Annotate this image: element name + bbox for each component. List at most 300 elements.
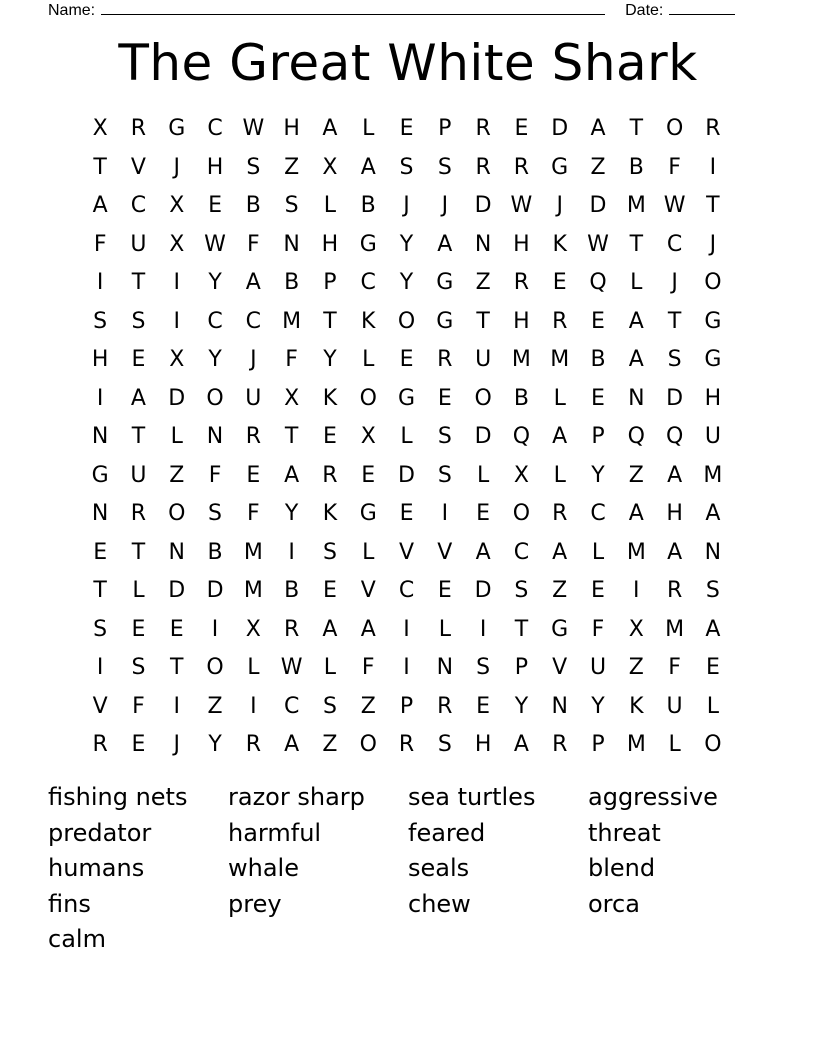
grid-letter: E	[591, 308, 605, 334]
word-list-item: feared	[408, 818, 486, 847]
grid-letter: K	[552, 231, 567, 257]
grid-letter: B	[284, 578, 300, 603]
grid-letter: G	[168, 116, 186, 141]
name-label: Name:	[48, 2, 96, 19]
word-list-item: prey	[228, 889, 282, 918]
grid-letter: Z	[552, 578, 568, 603]
grid-letter: N	[628, 385, 645, 411]
grid-letter: X	[169, 193, 185, 218]
grid-letter: R	[552, 501, 568, 526]
grid-letter: Y	[208, 732, 222, 757]
grid-letter: H	[206, 154, 224, 180]
grid-letter: X	[284, 385, 300, 411]
grid-letter: L	[476, 462, 490, 488]
grid-letter: R	[130, 116, 147, 141]
grid-letter: L	[438, 616, 451, 642]
grid-letter: O	[206, 655, 224, 680]
grid-letter: S	[437, 424, 452, 449]
grid-letter: M	[626, 539, 646, 565]
grid-letter: Z	[590, 154, 606, 180]
grid-letter: B	[207, 539, 223, 565]
grid-letter: I	[288, 539, 295, 565]
grid-letter: L	[323, 655, 337, 680]
grid-letter: A	[130, 385, 146, 411]
grid-letter: A	[628, 347, 644, 372]
grid-letter: A	[284, 462, 300, 488]
grid-letter: K	[322, 385, 338, 411]
grid-letter: W	[663, 193, 686, 218]
grid-letter: M	[550, 347, 570, 372]
grid-letter: N	[91, 501, 109, 526]
grid-letter: R	[322, 462, 338, 488]
grid-letter: U	[704, 424, 721, 449]
grid-row	[81, 649, 732, 688]
grid-letter: R	[92, 732, 108, 757]
grid-letter: B	[513, 385, 529, 411]
grid-letter: S	[705, 578, 720, 603]
word-list-item: seals	[408, 854, 470, 882]
grid-letter: H	[666, 501, 683, 526]
grid-letter: M	[626, 732, 646, 757]
grid-letter: R	[130, 501, 147, 526]
grid-letter: C	[513, 539, 530, 565]
grid-letter: W	[510, 193, 533, 218]
grid-letter: M	[511, 347, 531, 372]
grid-letter: T	[93, 154, 107, 180]
grid-letter: R	[666, 578, 683, 603]
word-list-item: chew	[408, 889, 471, 918]
grid-letter: I	[441, 501, 449, 526]
grid-row	[81, 380, 732, 419]
grid-letter: R	[552, 732, 568, 757]
grid-letter: F	[361, 655, 375, 680]
grid-letter: F	[285, 347, 298, 372]
grid-letter: W	[242, 116, 265, 141]
grid-letter: X	[169, 231, 185, 257]
grid-letter: S	[322, 539, 337, 565]
grid-letter: N	[168, 539, 185, 565]
word-list-item: fishing nets	[48, 783, 188, 811]
grid-letter: T	[170, 655, 184, 680]
grid-letter: C	[207, 308, 223, 334]
grid-letter: C	[360, 270, 376, 295]
word-list-item: threat	[588, 818, 661, 847]
grid-letter: L	[668, 732, 681, 757]
grid-letter: X	[322, 154, 338, 180]
grid-letter: T	[131, 424, 146, 449]
grid-letter: Y	[591, 462, 605, 488]
grid-letter: O	[704, 270, 722, 295]
grid-letter: I	[633, 578, 640, 603]
grid-letter: Y	[323, 347, 337, 372]
grid-letter: X	[360, 424, 376, 449]
grid-letter: H	[474, 732, 492, 757]
grid-letter: J	[173, 154, 180, 180]
grid-letter: J	[250, 347, 257, 372]
grid-letter: I	[403, 616, 410, 642]
grid-letter: T	[514, 616, 529, 642]
grid-letter: N	[206, 424, 224, 449]
grid-letter: U	[589, 655, 607, 680]
grid-letter: E	[322, 578, 337, 603]
grid-letter: T	[706, 193, 720, 218]
grid-letter: O	[206, 385, 224, 411]
grid-letter: E	[514, 116, 529, 141]
grid-letter: R	[398, 732, 415, 757]
grid-letter: A	[513, 732, 529, 757]
grid-letter: A	[322, 616, 338, 642]
grid-letter: V	[552, 655, 568, 680]
grid-letter: E	[131, 616, 146, 642]
word-list-item: blend	[588, 854, 656, 882]
grid-letter: Z	[628, 462, 644, 488]
grid-letter: T	[284, 424, 299, 449]
grid-letter: T	[476, 308, 490, 334]
grid-letter: A	[284, 732, 300, 757]
grid-letter: Y	[208, 270, 222, 295]
grid-letter: D	[474, 193, 492, 218]
grid-row	[81, 418, 732, 457]
grid-letter: C	[590, 501, 606, 526]
grid-letter: D	[474, 578, 492, 603]
grid-letter: J	[709, 231, 717, 257]
grid-letter: A	[705, 501, 721, 526]
grid-letter: I	[211, 616, 219, 642]
grid-letter: X	[245, 616, 261, 642]
grid-letter: H	[513, 231, 530, 257]
grid-letter: O	[168, 501, 186, 526]
grid-letter: F	[93, 231, 107, 257]
grid-letter: I	[173, 308, 180, 334]
grid-row	[81, 187, 732, 226]
grid-letter: S	[514, 578, 529, 603]
grid-letter: N	[551, 693, 568, 719]
grid-letter: S	[437, 732, 452, 757]
grid-letter: C	[245, 308, 262, 334]
grid-letter: S	[437, 462, 452, 488]
grid-letter: R	[552, 308, 568, 334]
grid-letter: I	[403, 655, 410, 680]
grid-row	[81, 226, 732, 265]
grid-letter: B	[284, 270, 300, 295]
grid-letter: B	[360, 193, 376, 218]
grid-letter: E	[591, 578, 605, 603]
grid-letter: R	[437, 693, 453, 719]
grid-letter: X	[513, 462, 529, 488]
grid-letter: V	[92, 693, 108, 719]
grid-letter: G	[704, 308, 722, 334]
grid-letter: T	[131, 539, 146, 565]
grid-letter: O	[665, 116, 684, 141]
grid-letter: N	[283, 231, 300, 257]
grid-letter: G	[359, 231, 377, 257]
grid-row	[81, 110, 732, 149]
grid-letter: W	[280, 655, 303, 680]
grid-letter: I	[96, 270, 104, 295]
grid-letter: L	[591, 539, 605, 565]
word-list-item: calm	[48, 925, 106, 953]
name-blank-line	[101, 0, 605, 15]
grid-letter: T	[323, 308, 337, 334]
grid-letter: W	[204, 231, 226, 257]
grid-letter: G	[436, 308, 454, 334]
grid-letter: C	[283, 693, 300, 719]
grid-letter: S	[93, 616, 108, 642]
grid-letter: N	[474, 231, 492, 257]
grid-letter: O	[704, 732, 722, 757]
date-label: Date:	[625, 2, 664, 19]
grid-letter: E	[131, 732, 146, 757]
grid-letter: U	[130, 231, 147, 257]
grid-row	[81, 264, 732, 303]
grid-row	[81, 611, 732, 650]
grid-letter: F	[132, 693, 145, 719]
word-list-item: fins	[48, 889, 91, 918]
grid-letter: A	[92, 193, 108, 218]
grid-letter: R	[437, 347, 453, 372]
grid-letter: N	[436, 655, 454, 680]
grid-letter: P	[591, 424, 605, 449]
grid-letter: I	[173, 693, 180, 719]
grid-letter: A	[475, 539, 491, 565]
grid-letter: P	[323, 270, 337, 295]
grid-letter: Z	[322, 732, 338, 757]
grid-letter: A	[437, 231, 453, 257]
grid-letter: R	[513, 270, 530, 295]
grid-letter: P	[591, 732, 605, 757]
grid-letter: E	[322, 424, 337, 449]
grid-letter: A	[360, 616, 376, 642]
grid-letter: E	[399, 116, 414, 141]
grid-letter: L	[170, 424, 183, 449]
grid-letter: E	[169, 616, 184, 642]
grid-letter: E	[399, 347, 414, 372]
grid-letter: L	[553, 385, 566, 411]
grid-letter: F	[247, 231, 260, 257]
grid-letter: A	[667, 539, 683, 565]
grid-letter: P	[399, 693, 414, 719]
grid-letter: J	[671, 270, 678, 295]
grid-letter: H	[283, 116, 300, 141]
grid-letter: E	[399, 501, 414, 526]
grid-letter: R	[475, 154, 491, 180]
grid-letter: D	[398, 462, 415, 488]
grid-letter: Y	[399, 270, 414, 295]
grid-letter: Q	[512, 424, 531, 449]
grid-letter: D	[474, 424, 492, 449]
grid-letter: O	[359, 732, 377, 757]
grid-letter: E	[437, 578, 452, 603]
grid-letter: X	[628, 616, 644, 642]
grid-letter: A	[628, 501, 644, 526]
word-list-item: humans	[48, 854, 145, 882]
grid-letter: D	[168, 578, 186, 603]
grid-letter: H	[321, 231, 339, 257]
grid-row	[81, 457, 732, 496]
grid-letter: L	[362, 539, 375, 565]
grid-letter: X	[169, 347, 185, 372]
grid-row	[81, 303, 732, 342]
grid-letter: O	[359, 385, 377, 411]
grid-letter: N	[91, 424, 109, 449]
grid-letter: M	[243, 578, 263, 603]
grid-letter: H	[513, 308, 530, 334]
grid-letter: Z	[284, 154, 300, 180]
grid-letter: C	[130, 193, 147, 218]
grid-letter: G	[91, 462, 109, 488]
grid-letter: X	[92, 116, 108, 141]
grid-letter: L	[706, 693, 720, 719]
grid-letter: Y	[514, 693, 529, 719]
grid-letter: E	[552, 270, 567, 295]
grid-letter: T	[93, 578, 107, 603]
grid-letter: F	[247, 501, 260, 526]
grid-letter: G	[551, 154, 569, 180]
grid-letter: A	[322, 116, 338, 141]
word-list-item: sea turtles	[408, 783, 536, 811]
grid-letter: P	[438, 116, 452, 141]
grid-letter: G	[359, 501, 377, 526]
grid-letter: Z	[628, 655, 644, 680]
grid-row	[81, 726, 732, 765]
grid-letter: E	[93, 539, 108, 565]
grid-letter: D	[168, 385, 186, 411]
letter-grid	[81, 110, 732, 765]
grid-letter: Y	[208, 347, 222, 372]
grid-letter: E	[246, 462, 261, 488]
grid-letter: I	[96, 655, 104, 680]
grid-letter: L	[362, 347, 375, 372]
grid-letter: Z	[360, 693, 376, 719]
grid-letter: I	[709, 154, 717, 180]
grid-letter: H	[704, 385, 722, 411]
grid-letter: T	[131, 270, 146, 295]
grid-letter: J	[556, 193, 563, 218]
grid-letter: A	[667, 462, 683, 488]
grid-letter: O	[474, 385, 492, 411]
grid-letter: V	[360, 578, 376, 603]
grid-letter: E	[437, 385, 452, 411]
grid-letter: U	[130, 462, 147, 488]
grid-letter: M	[626, 193, 646, 218]
grid-letter: U	[666, 693, 683, 719]
grid-letter: E	[705, 655, 720, 680]
grid-letter: S	[246, 154, 261, 180]
grid-letter: S	[208, 501, 223, 526]
grid-letter: B	[245, 193, 261, 218]
grid-letter: Y	[399, 231, 414, 257]
word-list-item: predator	[48, 818, 152, 847]
grid-letter: P	[514, 655, 529, 680]
grid-letter: F	[208, 462, 222, 488]
grid-letter: A	[552, 539, 568, 565]
grid-letter: D	[589, 193, 607, 218]
grid-letter: L	[400, 424, 413, 449]
word-list-item: razor sharp	[228, 783, 365, 811]
page-title: The Great White Shark	[118, 34, 698, 92]
grid-letter: E	[208, 193, 222, 218]
grid-letter: S	[476, 655, 491, 680]
grid-letter: L	[132, 578, 145, 603]
grid-letter: I	[250, 693, 257, 719]
grid-letter: O	[397, 308, 416, 334]
grid-letter: S	[667, 347, 682, 372]
grid-letter: E	[131, 347, 146, 372]
grid-letter: K	[361, 308, 376, 334]
grid-letter: R	[475, 116, 491, 141]
grid-letter: T	[667, 308, 682, 334]
word-list	[48, 780, 768, 958]
grid-letter: L	[323, 193, 337, 218]
grid-letter: Z	[169, 462, 185, 488]
grid-letter: Y	[284, 501, 299, 526]
grid-letter: R	[705, 116, 721, 141]
grid-letter: M	[282, 308, 302, 334]
name-date-header	[48, 0, 748, 20]
grid-letter: U	[475, 347, 492, 372]
grid-letter: S	[131, 655, 146, 680]
grid-letter: G	[704, 347, 722, 372]
grid-letter: B	[590, 347, 606, 372]
grid-letter: Q	[589, 270, 607, 295]
grid-letter: E	[591, 385, 605, 411]
grid-letter: J	[403, 193, 410, 218]
grid-letter: A	[360, 154, 376, 180]
grid-letter: M	[703, 462, 723, 488]
grid-letter: L	[362, 116, 375, 141]
grid-letter: Z	[207, 693, 223, 719]
grid-letter: Q	[627, 424, 645, 449]
grid-letter: S	[93, 308, 108, 334]
grid-letter: T	[629, 116, 644, 141]
grid-letter: Z	[475, 270, 491, 295]
grid-letter: A	[245, 270, 261, 295]
grid-letter: I	[173, 270, 180, 295]
grid-letter: R	[283, 616, 300, 642]
grid-letter: A	[552, 424, 568, 449]
grid-letter: S	[399, 154, 414, 180]
grid-letter: S	[131, 308, 146, 334]
grid-letter: D	[666, 385, 684, 411]
grid-letter: F	[668, 655, 681, 680]
grid-letter: M	[665, 616, 685, 642]
grid-letter: G	[436, 270, 454, 295]
grid-letter: E	[476, 693, 491, 719]
grid-letter: R	[513, 154, 530, 180]
grid-letter: L	[630, 270, 643, 295]
grid-row	[81, 534, 732, 573]
grid-letter: G	[397, 385, 416, 411]
grid-letter: I	[96, 385, 104, 411]
grid-letter: N	[704, 539, 722, 565]
grid-letter: C	[207, 116, 223, 141]
grid-row	[81, 341, 732, 380]
grid-letter: S	[284, 193, 299, 218]
grid-letter: R	[245, 732, 261, 757]
grid-letter: V	[398, 539, 415, 565]
word-list-item: orca	[588, 889, 640, 918]
grid-letter: G	[551, 616, 569, 642]
grid-letter: L	[553, 462, 566, 488]
word-list-item: harmful	[228, 818, 322, 847]
word-list-item: whale	[228, 854, 299, 882]
grid-letter: E	[476, 501, 491, 526]
grid-row	[81, 688, 732, 727]
date-blank-line	[669, 0, 735, 15]
grid-row	[81, 572, 732, 611]
grid-letter: Q	[665, 424, 684, 449]
grid-letter: V	[437, 539, 453, 565]
